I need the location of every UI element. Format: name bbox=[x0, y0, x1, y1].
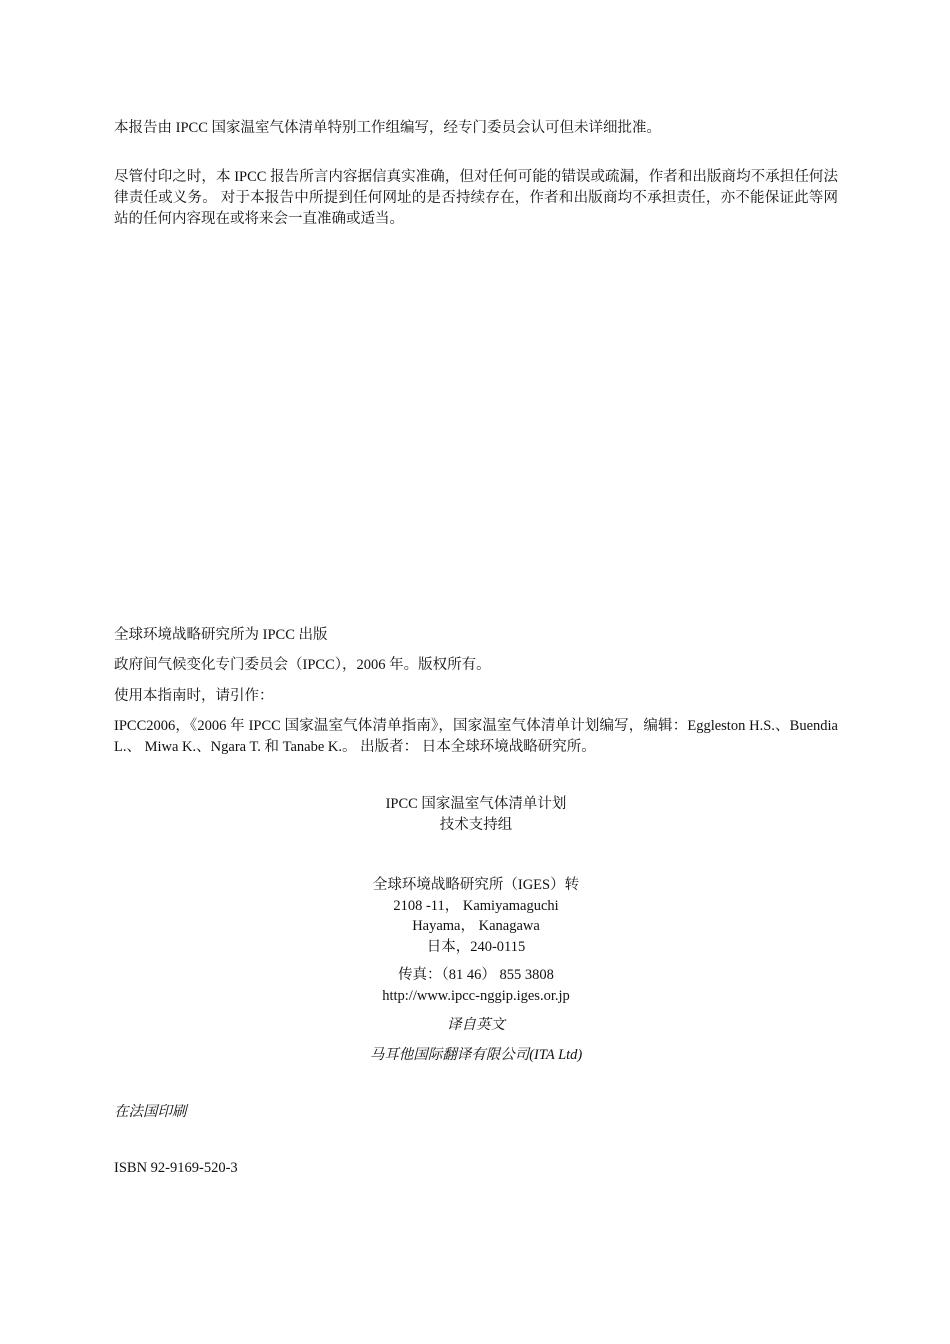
program-name: IPCC 国家温室气体清单计划 bbox=[385, 796, 567, 812]
translator-name: 马耳他国际翻译有限公司(ITA Ltd) bbox=[369, 1047, 583, 1063]
translation-note: 译自英文 bbox=[447, 1017, 505, 1033]
website-url: http://www.ipcc-nggip.iges.or.jp bbox=[382, 987, 570, 1004]
citation-intro: 使用本指南时，请引作： bbox=[114, 688, 274, 704]
isbn: ISBN 92-9169-520-3 bbox=[114, 1160, 238, 1176]
fax-number: 传真：（81 46） 855 3808 bbox=[398, 967, 554, 983]
liability-disclaimer: 尽管付印之时，本 IPCC 报告所言内容据信真实准确，但对任何可能的错误或疏漏，作者和出版商均不承担任何法律责任或义务。 对于本报告中所提到任何网址的是否持续存在，作者和出版商均不承担责任，亦不能保证此等网站的任何内容现在或将来会一直准确或适当。 bbox=[114, 169, 838, 227]
address-city: Hayama， Kanagawa bbox=[412, 918, 540, 934]
publisher-line: 全球环境战略研究所为 IPCC 出版 bbox=[114, 627, 328, 643]
address-country: 日本，240-0115 bbox=[426, 938, 526, 955]
copyright-notice: 政府间气候变化专门委员会（IPCC），2006 年。版权所有。 bbox=[114, 657, 491, 673]
address-street: 2108 -11， Kamiyamaguchi bbox=[393, 897, 559, 914]
program-block bbox=[114, 794, 838, 835]
program-unit: 技术支持组 bbox=[439, 816, 513, 833]
citation-text: IPCC2006，《2006 年 IPCC 国家温室气体清单指南》，国家温室气体清单计划编写，编辑：Eggleston H.S.、Buendia L.、 Miwa K.、Ngara T. 和 Tanabe K.。 出版者： 日本全球环境战略研究所。 bbox=[114, 718, 838, 755]
contact-block bbox=[114, 965, 838, 1006]
print-location: 在法国印刷 bbox=[114, 1104, 187, 1120]
address-block bbox=[114, 875, 838, 957]
address-org: 全球环境战略研究所（IGES）转 bbox=[372, 877, 580, 893]
approval-note: 本报告由 IPCC 国家温室气体清单特别工作组编写，经专门委员会认可但未详细批准。 bbox=[114, 120, 661, 136]
